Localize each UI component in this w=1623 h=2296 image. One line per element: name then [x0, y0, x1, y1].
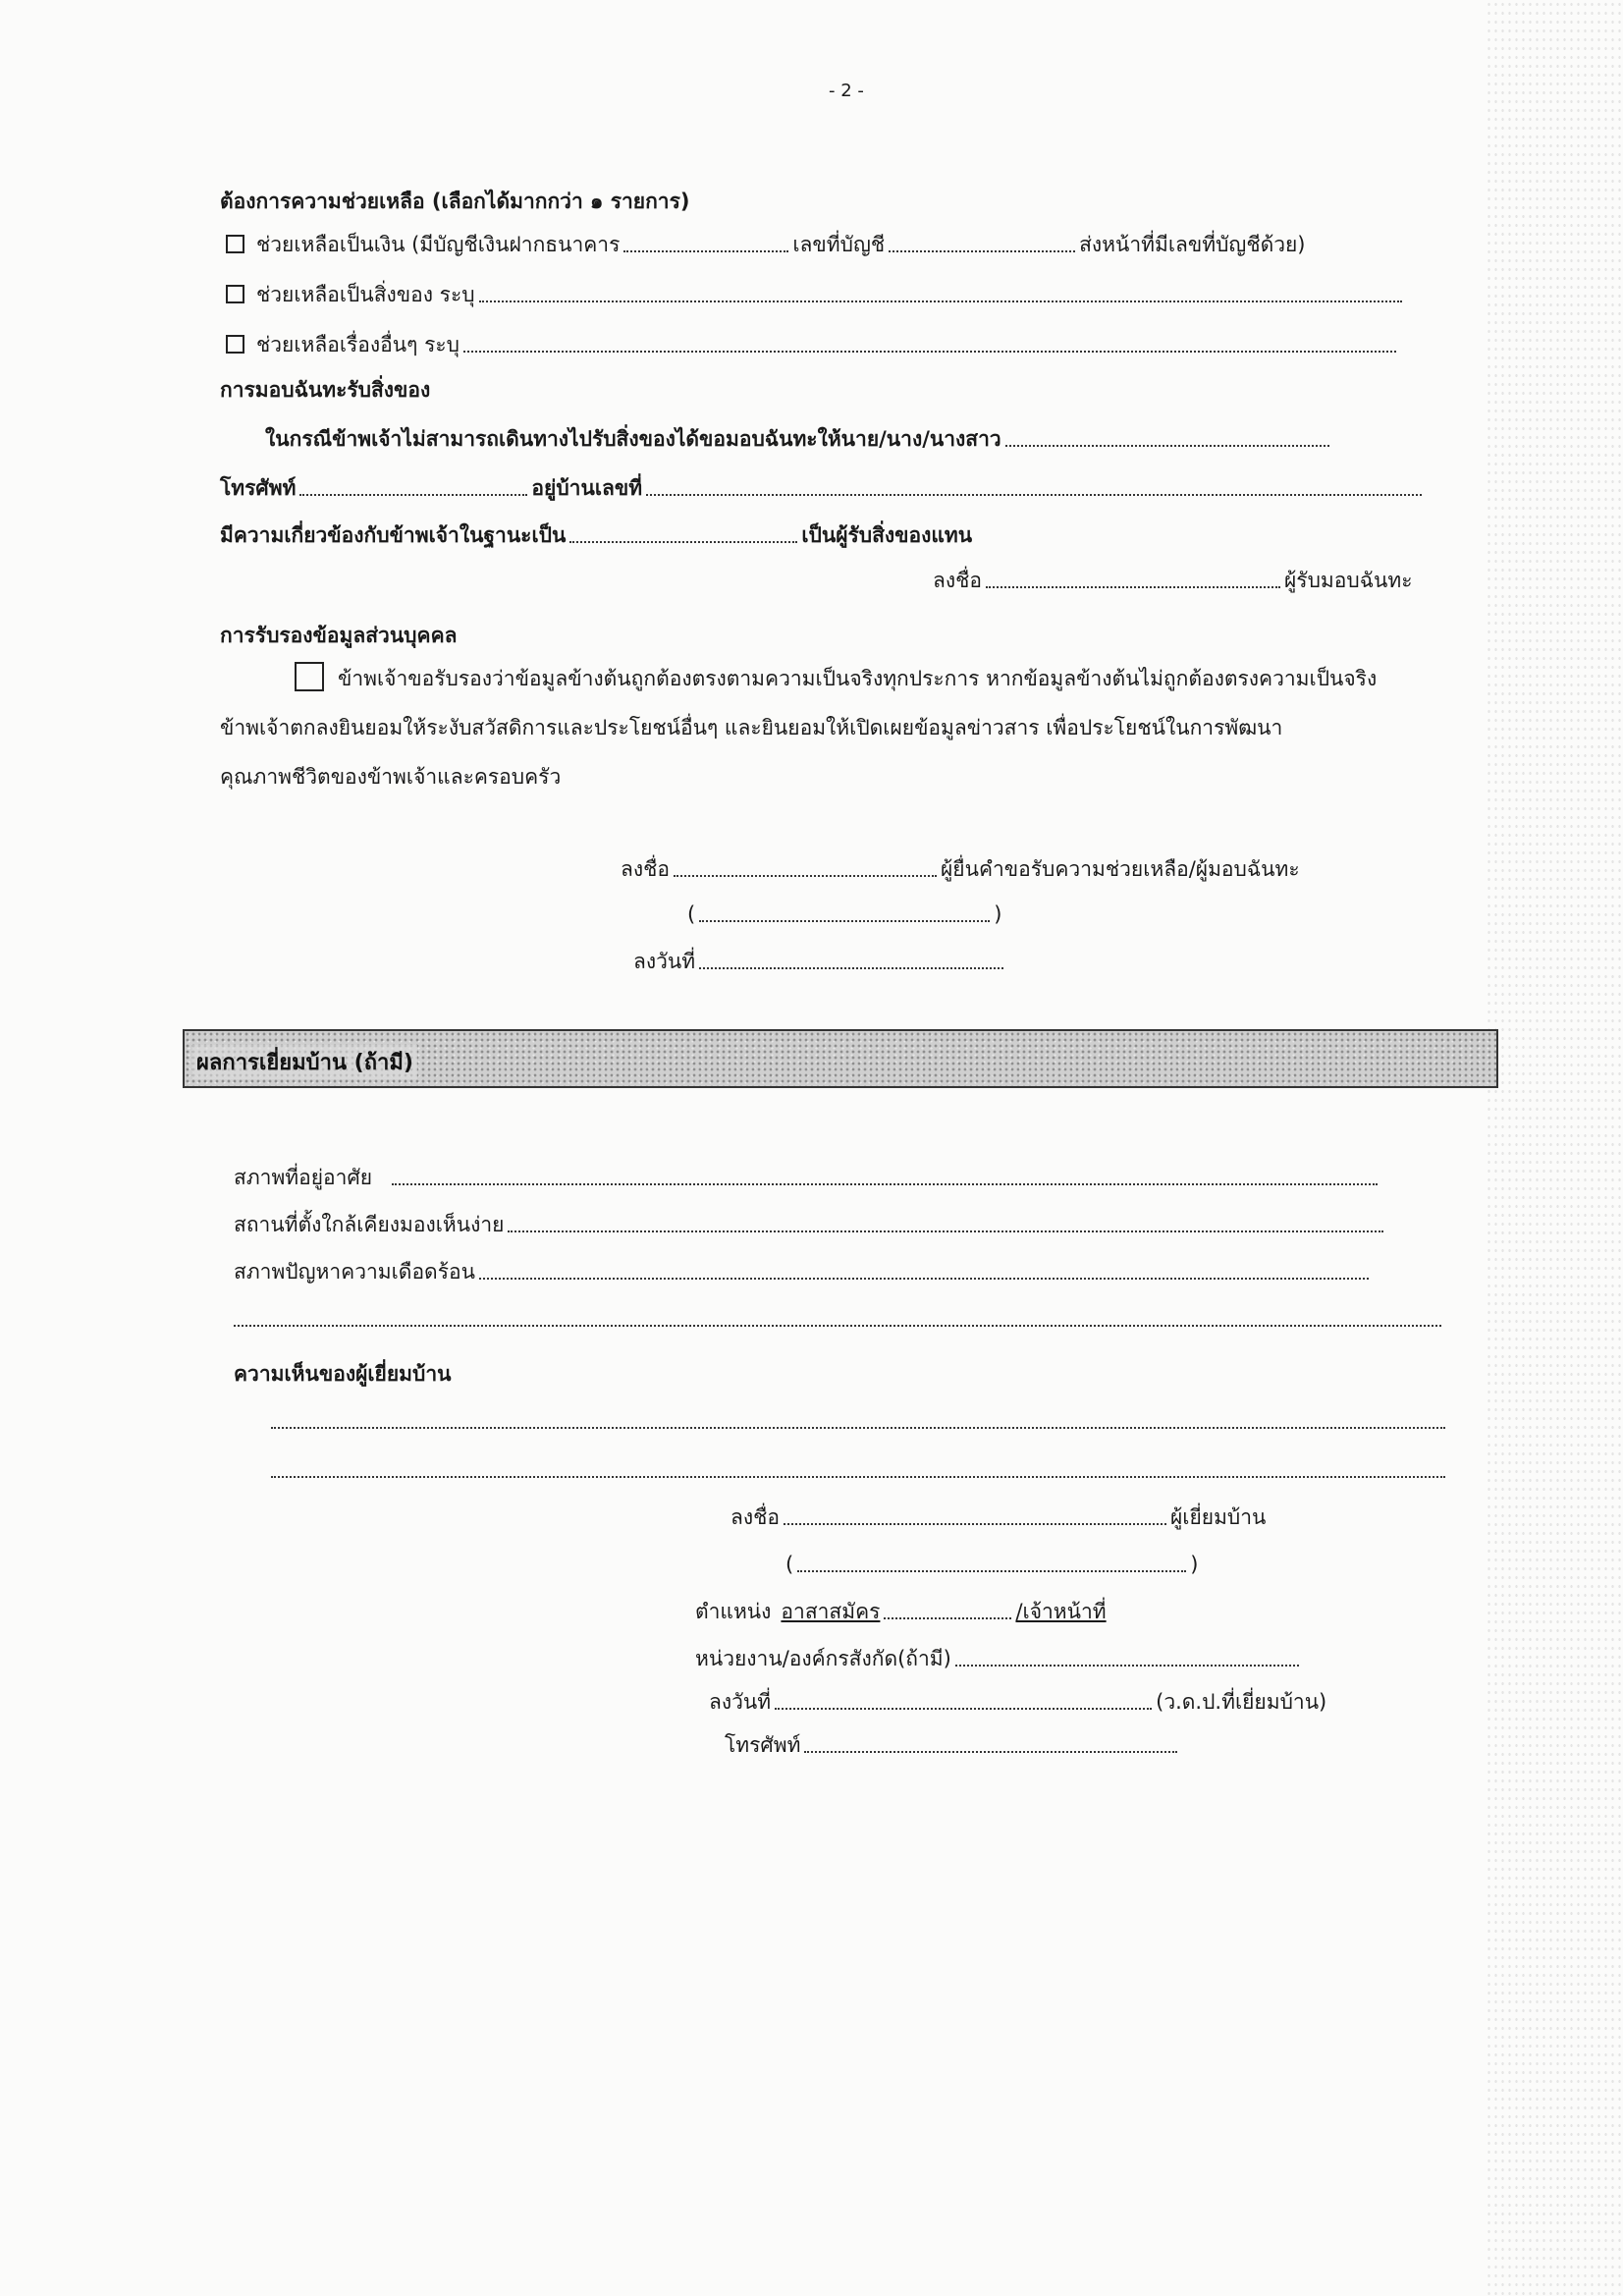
applicant-sign-row: ลงชื่อ ผู้ยื่นคำขอรับความช่วยเหลือ/ผู้มอบฉันทะ: [621, 857, 1300, 881]
proxy-house-no-field[interactable]: [646, 492, 1422, 496]
proxy-contact-row: โทรศัพท์ อยู่บ้านเลขที่: [220, 473, 1426, 503]
certify-line-3: คุณภาพชีวิตของข้าพเจ้าและครอบครัว: [220, 765, 562, 789]
position-officer-option[interactable]: /เจ้าหน้าที่: [1015, 1600, 1107, 1623]
problem-row: สภาพปัญหาความเดือดร้อน: [234, 1257, 1373, 1286]
proxy-name-field[interactable]: [1005, 443, 1329, 447]
proxy-sign-row: ลงชื่อ ผู้รับมอบฉันทะ: [933, 569, 1413, 592]
home-visit-banner: ผลการเยี่ยมบ้าน (ถ้ามี): [183, 1029, 1498, 1088]
goods-assist-row: ช่วยเหลือเป็นสิ่งของ ระบุ: [226, 280, 1406, 309]
opinion-row-1: [271, 1406, 1449, 1436]
goods-detail-field[interactable]: [479, 299, 1402, 302]
opinion-heading: ความเห็นของผู้เยี่ยมบ้าน: [234, 1362, 452, 1386]
goods-assist-checkbox[interactable]: [226, 285, 244, 303]
bank-name-field[interactable]: [623, 248, 788, 252]
visitor-phone-field[interactable]: [804, 1749, 1177, 1753]
housing-field[interactable]: [392, 1181, 1378, 1185]
opinion-row-2: [271, 1455, 1449, 1485]
agency-field[interactable]: [955, 1663, 1299, 1667]
position-field[interactable]: [884, 1615, 1011, 1619]
opinion-field-1[interactable]: [271, 1425, 1445, 1429]
money-assist-row: ช่วยเหลือเป็นเงิน (มีบัญชีเงินฝากธนาคาร เลขที่บัญชี ส่งหน้าที่มีเลขที่บัญชีด้วย): [226, 230, 1306, 259]
scan-noise: [1486, 0, 1623, 2296]
applicant-date-field[interactable]: [699, 965, 1003, 969]
opinion-field-2[interactable]: [271, 1474, 1445, 1478]
visitor-position-row: ตำแหน่ง อาสาสมัคร /เจ้าหน้าที่: [695, 1597, 1107, 1626]
applicant-signature-field[interactable]: [674, 873, 937, 877]
problem-field-2[interactable]: [234, 1323, 1441, 1327]
visitor-name-row: ( ): [785, 1553, 1199, 1576]
page-number: - 2 -: [829, 81, 864, 101]
proxy-signature-field[interactable]: [986, 584, 1280, 588]
visitor-sign-row: ลงชื่อ ผู้เยี่ยมบ้าน: [730, 1505, 1267, 1529]
proxy-heading: การมอบฉันทะรับสิ่งของ: [220, 378, 431, 402]
applicant-name-row: ( ): [687, 902, 1002, 926]
proxy-relation-row: มีความเกี่ยวข้องกับข้าพเจ้าในฐานะเป็น เป็นผู้รับสิ่งของแทน: [220, 523, 973, 547]
proxy-relation-field[interactable]: [569, 539, 797, 543]
other-assist-row: ช่วยเหลือเรื่องอื่นๆ ระบุ: [226, 330, 1400, 359]
problem-field[interactable]: [479, 1276, 1369, 1280]
other-detail-field[interactable]: [463, 349, 1396, 353]
visitor-phone-row: โทรศัพท์: [725, 1730, 1181, 1760]
position-volunteer-option[interactable]: อาสาสมัคร: [781, 1600, 881, 1623]
applicant-date-row: ลงวันที่: [633, 947, 1007, 976]
applicant-name-field[interactable]: [699, 918, 990, 922]
certify-checkbox[interactable]: [295, 662, 324, 691]
account-number-field[interactable]: [889, 248, 1075, 252]
other-assist-checkbox[interactable]: [226, 335, 244, 354]
landmark-field[interactable]: [508, 1229, 1383, 1232]
certify-line-1: ข้าพเจ้าขอรับรองว่าข้อมูลข้างต้นถูกต้องตรงตามความเป็นจริงทุกประการ หากข้อมูลข้างต้นไม่ถูกต้องตรงความเป็นจริง: [295, 664, 1377, 693]
problem-row-2: [234, 1304, 1445, 1334]
proxy-phone-field[interactable]: [299, 492, 527, 496]
visitor-signature-field[interactable]: [784, 1521, 1166, 1525]
certify-heading: การรับรองข้อมูลส่วนบุคคล: [220, 624, 458, 647]
visitor-agency-row: หน่วยงาน/องค์กรสังกัด(ถ้ามี): [695, 1644, 1303, 1673]
landmark-row: สถานที่ตั้งใกล้เคียงมองเห็นง่าย: [234, 1210, 1387, 1239]
housing-row: สภาพที่อยู่อาศัย: [234, 1163, 1381, 1192]
proxy-line: ในกรณีข้าพเจ้าไม่สามารถเดินทางไปรับสิ่งของได้ขอมอบฉันทะให้นาย/นาง/นางสาว: [265, 424, 1333, 454]
certify-line-2: ข้าพเจ้าตกลงยินยอมให้ระงับสวัสดิการและประโยชน์อื่นๆ และยินยอมให้เปิดเผยข้อมูลข่าวสาร เพื่อประโยชน์ในการพัฒนา: [220, 716, 1283, 739]
visit-date-field[interactable]: [775, 1706, 1152, 1710]
money-assist-checkbox[interactable]: [226, 235, 244, 253]
assistance-heading: ต้องการความช่วยเหลือ (เลือกได้มากกว่า ๑ รายการ): [220, 190, 690, 213]
visitor-name-field[interactable]: [797, 1568, 1186, 1572]
visitor-date-row: ลงวันที่ (ว.ด.ป.ที่เยี่ยมบ้าน): [709, 1690, 1327, 1714]
